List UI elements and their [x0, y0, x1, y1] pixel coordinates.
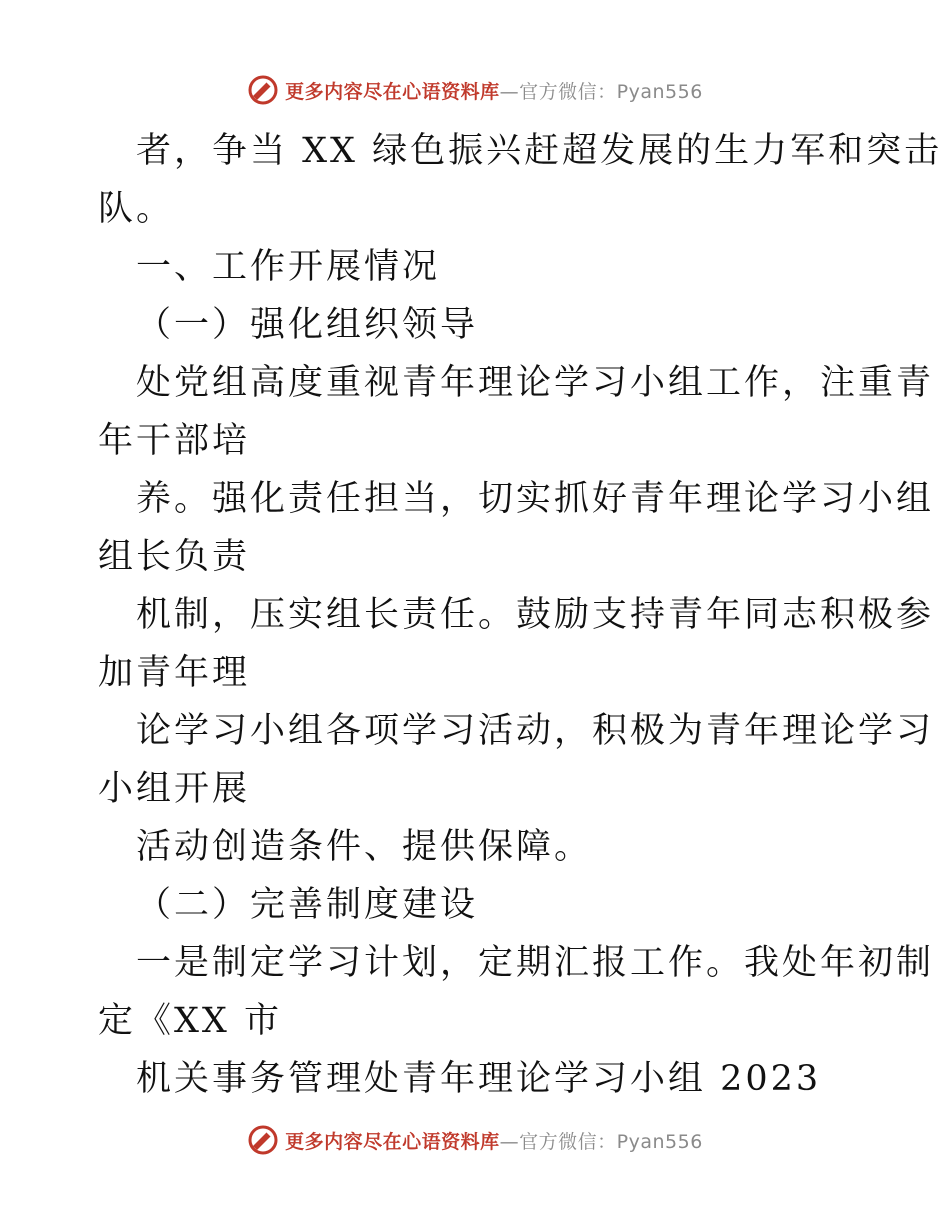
footer-banner — [0, 1120, 950, 1160]
pen-logo-icon — [247, 74, 279, 106]
body-line: 者，争当 XX 绿色振兴赶超发展的生力军和突击 — [136, 131, 943, 171]
body-line: 小组开展 — [98, 769, 251, 809]
header-banner-main: 更多内容尽在心语资料库 — [285, 80, 500, 103]
body-line: 组长负责 — [98, 537, 251, 577]
body-line: 机制，压实组长责任。鼓励支持青年同志积极参 — [136, 595, 935, 635]
document-body — [98, 122, 943, 1108]
body-line: 一是制定学习计划，定期汇报工作。我处年初制 — [136, 943, 935, 983]
body-line: 队。 — [98, 189, 175, 229]
body-line: 机关事务管理处青年理论学习小组 2023 — [136, 1059, 822, 1099]
body-line: 定《XX 市 — [98, 1001, 282, 1041]
footer-banner-sub: —官方微信：Pyan556 — [499, 1130, 703, 1153]
body-line: 活动创造条件、提供保障。 — [136, 827, 593, 867]
section-heading: 一、工作开展情况 — [136, 247, 441, 287]
body-line: 论学习小组各项学习活动，积极为青年理论学习 — [136, 711, 935, 751]
body-line: 年干部培 — [98, 421, 251, 461]
subsection-heading: （二）完善制度建设 — [136, 885, 479, 925]
footer-banner-text — [285, 1127, 703, 1154]
header-banner-text — [285, 77, 703, 104]
body-line: 处党组高度重视青年理论学习小组工作，注重青 — [136, 363, 935, 403]
footer-banner-main: 更多内容尽在心语资料库 — [285, 1130, 500, 1153]
header-banner — [0, 70, 950, 110]
pen-logo-icon — [247, 1124, 279, 1156]
subsection-heading: （一）强化组织领导 — [136, 305, 479, 345]
body-line: 加青年理 — [98, 653, 251, 693]
header-banner-sub: —官方微信：Pyan556 — [499, 80, 703, 103]
body-line: 养。强化责任担当，切实抓好青年理论学习小组 — [136, 479, 935, 519]
